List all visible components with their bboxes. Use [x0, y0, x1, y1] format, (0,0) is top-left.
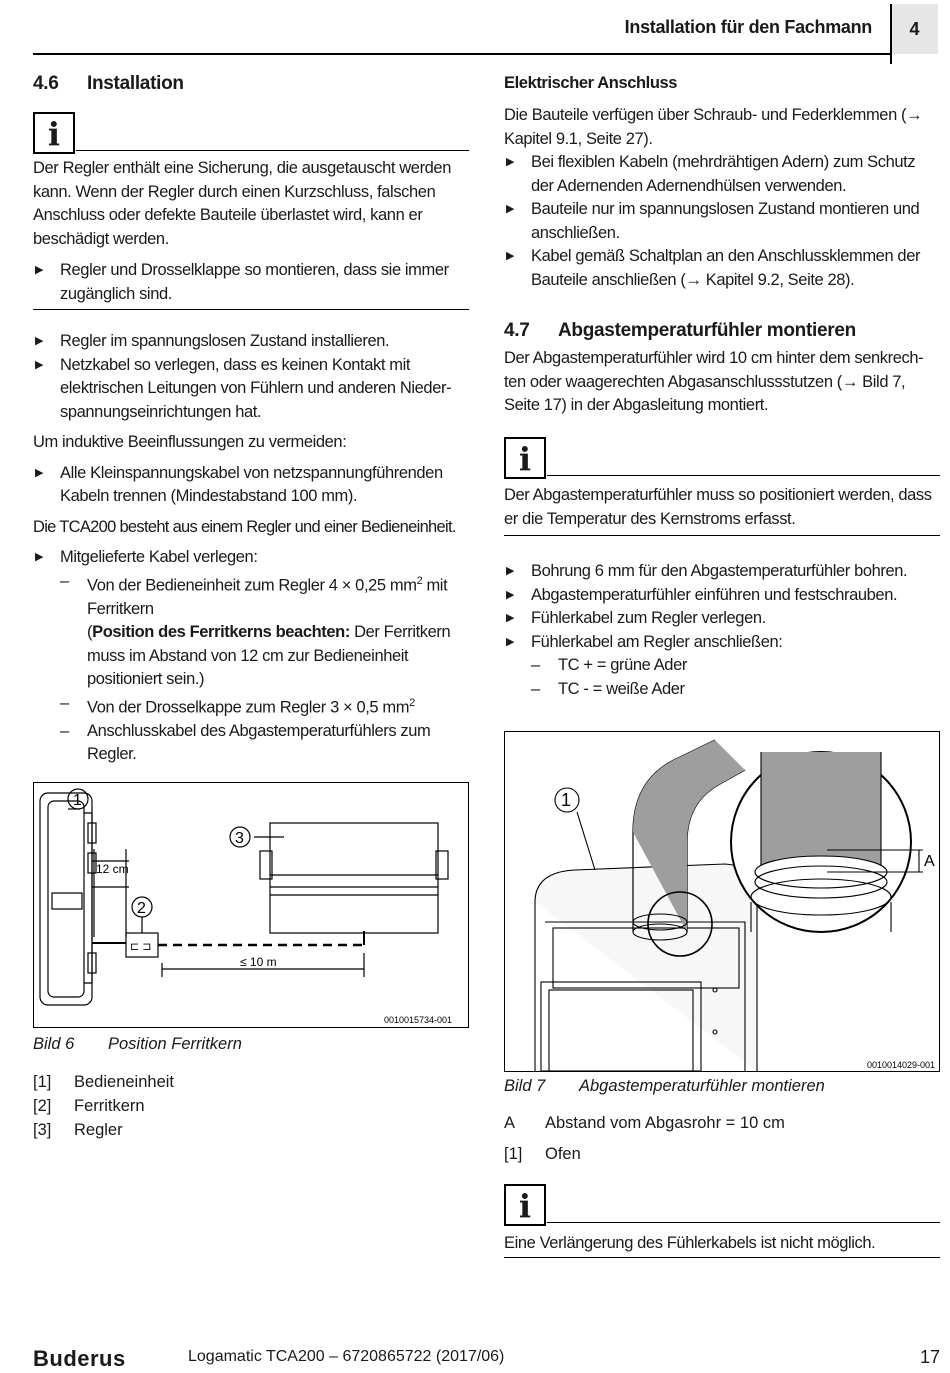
- section-title: Installation: [87, 73, 184, 94]
- info-icon: i: [504, 437, 546, 479]
- figure-code: 0010014029-001: [867, 1060, 936, 1070]
- figure-caption: [33, 1035, 242, 1054]
- info-rule-top: [76, 150, 469, 151]
- info-icon: i: [504, 1184, 546, 1226]
- caption-number: Bild 6: [33, 1035, 75, 1053]
- legend-row: [1] Ofen: [504, 1145, 581, 1163]
- section-title: Abgastemperaturfühler montieren: [558, 320, 856, 341]
- callout-a: A: [924, 853, 935, 870]
- dash-item: – Von der Bedieneinheit zum Regler 4 × 0,25 $mm^2$ mit Ferritkern (Position des Ferritkerns beachten: Der Ferritkern muss im Abstand von 12 cm zur Bedieneinheit positioniert sein.): [60, 570, 469, 692]
- header-tick: [890, 4, 892, 64]
- paragraph: Um induktive Beeinflussungen zu vermeiden:: [33, 433, 347, 451]
- intro-text: Der Abgastemperaturfühler wird 10 cm hinter dem senkrech-ten oder waagerechten Abgasanschlussstutzen (→ Bild 7, Seite 17) in der Abgasleitung montiert.: [504, 349, 924, 414]
- caption-text: Abgastemperaturfühler montieren: [579, 1077, 825, 1095]
- info-rule-bottom: [33, 309, 469, 310]
- section-number: 4.6: [33, 73, 59, 94]
- notice-text: Eine Verlängerung des Fühlerkabels ist nicht möglich.: [504, 1234, 876, 1252]
- paragraph: Die TCA200 besteht aus einem Regler und einer Bedieneinheit.: [33, 517, 456, 536]
- section-number: 4.7: [504, 320, 530, 341]
- dash-list: [504, 654, 940, 701]
- legend-row: [2] Ferritkern: [33, 1097, 145, 1115]
- callout-1: 1: [561, 790, 572, 810]
- bullet-item: ▶ Netzkabel so verlegen, dass es keinen Kontakt mit elektrischen Leitungen von Fühlern und anderen Nieder-spannungseinrichtungen hat.: [33, 354, 469, 425]
- info-icon: i: [33, 112, 75, 154]
- header-rule: [33, 53, 891, 55]
- bullet-item: ▶ Mitgelieferte Kabel verlegen:: [33, 546, 469, 570]
- page-number: 17: [919, 1347, 940, 1367]
- figure-ferrite-position: [33, 782, 469, 1028]
- bullet-item: ▶ Fühlerkabel zum Regler verlegen.: [504, 607, 940, 631]
- bullet-item: ▶ Abgastemperaturfühler einführen und festschrauben.: [504, 584, 940, 608]
- callout-3: 3: [235, 830, 244, 847]
- paragraph: Die Bauteile verfügen über Schraub- und Federklemmen (→ Kapitel 9.1, Seite 27).: [504, 106, 923, 148]
- bullet-item: ▶ Kabel gemäß Schaltplan an den Anschlussklemmen der Bauteile anschließen (→ Kapitel 9.2, Seite 28).: [504, 245, 936, 292]
- dim-12cm: 12 cm: [96, 862, 129, 876]
- figure-legend: [33, 1070, 174, 1142]
- subheading-electric: Elektrischer Anschluss: [504, 74, 678, 92]
- section-heading-4-7: [504, 320, 856, 342]
- legend-row: [1] Bedieneinheit: [33, 1073, 174, 1091]
- section-heading-4-6: [33, 73, 184, 95]
- caption-number: Bild 7: [504, 1077, 546, 1095]
- info-rule-top: [547, 1222, 940, 1223]
- instructions-block: [33, 330, 469, 767]
- info-rule-top: [547, 475, 940, 476]
- info-rule-bottom: [504, 1257, 940, 1258]
- svg-text:⊏ ⊐: ⊏ ⊐: [130, 941, 152, 953]
- bullet-item: ▶ Bei flexiblen Kabeln (mehrdrähtigen Adern) zum Schutz der Adernenden Adernendhülsen verwenden.: [504, 151, 936, 198]
- figure-caption: [504, 1077, 825, 1096]
- callout-1: 1: [73, 792, 82, 809]
- electric-block: [504, 104, 936, 292]
- figure-legend: [504, 1111, 785, 1166]
- figure-sensor-mounting: [504, 731, 940, 1072]
- figure-code: 0010015734-001: [384, 1015, 453, 1025]
- dash-item: – TC - = weiße Ader: [531, 678, 940, 702]
- sensor-diagram: [505, 732, 939, 1071]
- bullet-item: ▶ Bauteile nur im spannungslosen Zustand montieren und anschließen.: [504, 198, 936, 245]
- dash-list: [33, 570, 469, 767]
- caption-text: Position Ferritkern: [108, 1035, 242, 1053]
- bullet-item: ▶ Regler im spannungslosen Zustand installieren.: [33, 330, 469, 354]
- notice-bullet: ▶ Regler und Drosselklappe so montieren, dass sie immer zugänglich sind.: [33, 259, 480, 306]
- ferrite-diagram: [34, 783, 468, 1027]
- notice-text: Der Abgastemperaturfühler muss so positioniert werden, dass er die Temperatur des Kernstroms erfasst.: [504, 486, 932, 528]
- brand-logo: Buderus: [33, 1346, 126, 1371]
- legend-row: A Abstand vom Abgasrohr = 10 cm: [504, 1114, 785, 1132]
- notice-text: Der Regler enthält eine Sicherung, die ausgetauscht werden kann. Wenn der Regler durch einen Kurzschluss, falschen Anschluss oder defekte Bauteile überlastet wird, kann er beschädigt werden.: [33, 159, 451, 248]
- dim-10m: ≤ 10 m: [240, 955, 277, 969]
- info-rule-bottom: [504, 535, 940, 536]
- bullet-item: ▶ Bohrung 6 mm für den Abgastemperaturfühler bohren.: [504, 560, 940, 584]
- document-id: Logamatic TCA200 – 6720865722 (2017/06): [188, 1348, 505, 1365]
- running-header-title: Installation für den Fachmann: [624, 17, 872, 37]
- dash-item: – Anschlusskabel des Abgastemperaturfühlers zum Regler.: [60, 720, 469, 767]
- dash-item: – TC + = grüne Ader: [531, 654, 940, 678]
- chapter-tab: 4: [891, 4, 938, 54]
- bullet-item: ▶ Fühlerkabel am Regler anschließen:: [504, 631, 940, 655]
- steps-block: [504, 560, 940, 701]
- dash-item: – Von der Drosselkappe zum Regler 3 × 0,5 $mm^2$: [60, 692, 469, 720]
- callout-2: 2: [137, 900, 146, 917]
- bullet-item: ▶ Alle Kleinspannungskabel von netzspannungführenden Kabeln trennen (Mindestabstand 100 mm).: [33, 462, 469, 509]
- legend-row: [3] Regler: [33, 1121, 123, 1139]
